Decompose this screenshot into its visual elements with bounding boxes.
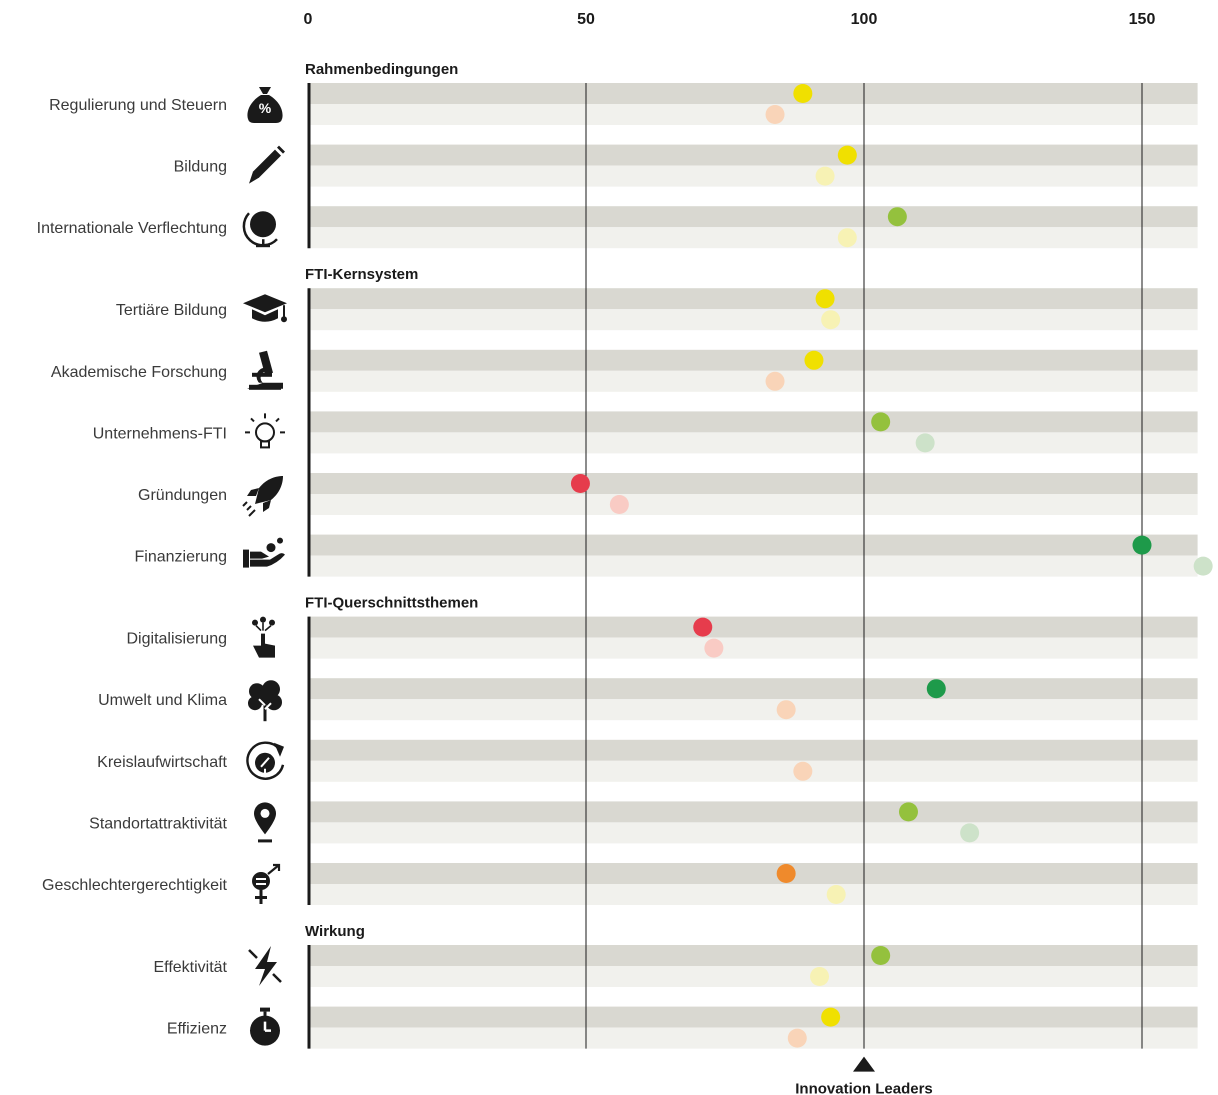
dot-current [804, 351, 823, 370]
dot-current [777, 864, 796, 883]
x-tick-label: 150 [1128, 11, 1156, 28]
row-label: Akademische Forschung [50, 363, 227, 381]
hand-coins-icon [243, 538, 285, 568]
stopwatch-icon [250, 1008, 280, 1046]
bar-current [308, 863, 1198, 884]
row-label: Effektivität [153, 959, 227, 976]
dot-current [821, 1008, 840, 1027]
lightbulb-icon [245, 413, 285, 447]
row-label: Unternehmens-FTI [92, 425, 227, 443]
dot-current [793, 84, 812, 103]
bar-previous [308, 104, 1198, 125]
bar-current [308, 473, 1198, 494]
bar-previous [308, 432, 1198, 453]
lightning-icon [249, 946, 281, 986]
globe-icon [244, 211, 277, 247]
bar-previous [308, 699, 1198, 720]
bar-current [308, 678, 1198, 699]
bar-previous [308, 309, 1198, 330]
dot-previous [821, 310, 840, 329]
graduation-cap-icon [243, 294, 287, 322]
dot-previous [777, 700, 796, 719]
bar-current [308, 206, 1198, 227]
dot-previous [766, 105, 785, 124]
row-label: Effizienz [166, 1020, 227, 1038]
bar-current [308, 617, 1198, 638]
section-title: Wirkung [305, 923, 365, 940]
dot-current [888, 207, 907, 226]
bar-previous [308, 166, 1198, 187]
dot-previous [793, 762, 812, 781]
dot-current [838, 146, 857, 165]
x-tick-label: 0 [303, 11, 313, 28]
bar-previous [308, 761, 1198, 782]
row-label: Internationale Verflechtung [36, 220, 227, 238]
dot-previous [610, 495, 629, 514]
dot-previous [766, 372, 785, 391]
row-label: Umwelt und Klima [98, 692, 227, 710]
bar-current [308, 801, 1198, 822]
location-pin-icon [254, 802, 276, 842]
tree-icon [248, 680, 282, 721]
dot-current [1133, 536, 1152, 555]
row-label: Regulierung und Steuern [49, 97, 227, 114]
dot-current [871, 946, 890, 965]
section-title: Rahmenbedingungen [305, 61, 459, 78]
icons-layer [243, 87, 287, 1046]
microscope-icon [247, 351, 283, 390]
dot-previous [788, 1029, 807, 1048]
bar-previous [308, 371, 1198, 392]
percent-bag-icon [247, 87, 282, 123]
dot-previous [916, 433, 935, 452]
dot-previous [838, 228, 857, 247]
reference-label: Innovation Leaders [795, 1080, 933, 1095]
row-label: Standortattraktivität [89, 815, 227, 833]
dot-current [816, 289, 835, 308]
dot-previous [1194, 557, 1213, 576]
gender-equality-icon [252, 865, 279, 904]
x-tick-label: 50 [577, 11, 595, 28]
row-label: Bildung [173, 158, 227, 176]
bar-previous [308, 494, 1198, 515]
bar-current [308, 945, 1198, 966]
dot-current [693, 618, 712, 637]
row-label: Tertiäre Bildung [115, 302, 227, 320]
x-tick-label: 100 [850, 11, 878, 28]
bar-current [308, 288, 1198, 309]
touch-hand-icon [252, 617, 275, 658]
dot-current [899, 802, 918, 821]
bar-previous [308, 966, 1198, 987]
bar-previous [308, 1028, 1198, 1049]
dot-current [571, 474, 590, 493]
dot-previous [810, 967, 829, 986]
dot-previous [960, 823, 979, 842]
section-title: FTI-Kernsystem [305, 266, 419, 284]
section-title: FTI-Querschnittsthemen [305, 594, 479, 612]
pencil-icon [249, 146, 285, 184]
row-label: Finanzierung [134, 548, 227, 566]
bar-current [308, 535, 1198, 556]
rocket-icon [243, 476, 283, 516]
svg-text:%: % [258, 100, 272, 116]
dot-current [927, 679, 946, 698]
bar-current [308, 740, 1198, 761]
row-label: Gründungen [138, 487, 227, 504]
row-label: Digitalisierung [126, 630, 227, 648]
dot-previous [704, 639, 723, 658]
bar-current [308, 350, 1198, 371]
row-label: Geschlechtergerechtigkeit [42, 877, 227, 894]
dot-previous [816, 167, 835, 186]
bar-previous [308, 556, 1198, 577]
bars-layer [308, 83, 1198, 1049]
bar-previous [308, 822, 1198, 843]
bar-current [308, 411, 1198, 432]
bar-current [308, 83, 1198, 104]
reference-marker [853, 1057, 875, 1072]
bar-previous [308, 638, 1198, 659]
bar-previous [308, 227, 1198, 248]
recycle-leaf-icon [247, 743, 284, 779]
row-label: Kreislaufwirtschaft [97, 753, 227, 771]
bar-current [308, 1007, 1198, 1028]
bar-previous [308, 884, 1198, 905]
dot-previous [827, 885, 846, 904]
bar-current [308, 145, 1198, 166]
dot-current [871, 412, 890, 431]
